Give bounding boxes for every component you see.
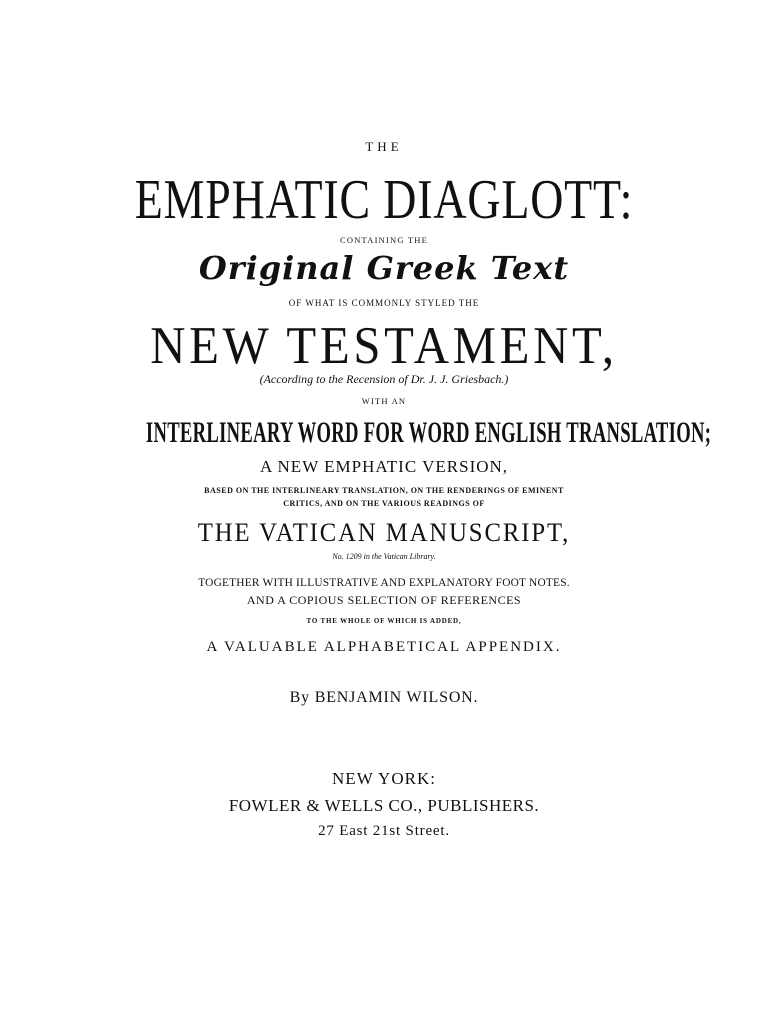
author-line: By BENJAMIN WILSON. <box>289 689 479 706</box>
with-an-label: WITH AN <box>361 396 407 406</box>
publisher-name: FOWLER & WELLS CO., PUBLISHERS. <box>228 796 540 815</box>
containing-label: CONTAINING THE <box>340 235 428 245</box>
new-testament-heading: NEW TESTAMENT, <box>150 317 618 375</box>
foot-notes-line: TOGETHER WITH ILLUSTRATIVE AND EXPLANATORY FOOT NOTES. <box>198 575 570 589</box>
based-on-line: BASED ON THE INTERLINEARY TRANSLATION, ON THE RENDERINGS OF EMINENT <box>204 486 564 495</box>
publisher-address: 27 East 21st Street. <box>318 823 450 839</box>
greek-text-heading: Original Greek Text <box>198 249 570 287</box>
emphatic-version-heading: A NEW EMPHATIC VERSION, <box>259 457 509 476</box>
publication-city: NEW YORK: <box>332 769 436 788</box>
appendix-heading: A VALUABLE ALPHABETICAL APPENDIX. <box>206 639 562 655</box>
recension-note: (According to the Recension of Dr. J. J. Griesbach.) <box>259 372 509 386</box>
interlineary-heading: INTERLINEARY WORD FOR WORD ENGLISH TRANSLATION; <box>145 416 712 449</box>
vatican-number-note: No. 1209 in the Vatican Library. <box>332 552 436 561</box>
whole-of-label: TO THE WHOLE OF WHICH IS ADDED, <box>306 617 462 625</box>
the-label: THE <box>365 139 403 154</box>
vatican-manuscript-heading: THE VATICAN MANUSCRIPT, <box>197 518 571 547</box>
references-line: AND A COPIOUS SELECTION OF REFERENCES <box>246 593 522 607</box>
critics-line: CRITICS, AND ON THE VARIOUS READINGS OF <box>283 499 485 508</box>
main-title: EMPHATIC DIAGLOTT: <box>134 169 634 231</box>
commonly-styled-label: OF WHAT IS COMMONLY STYLED THE <box>288 298 480 308</box>
